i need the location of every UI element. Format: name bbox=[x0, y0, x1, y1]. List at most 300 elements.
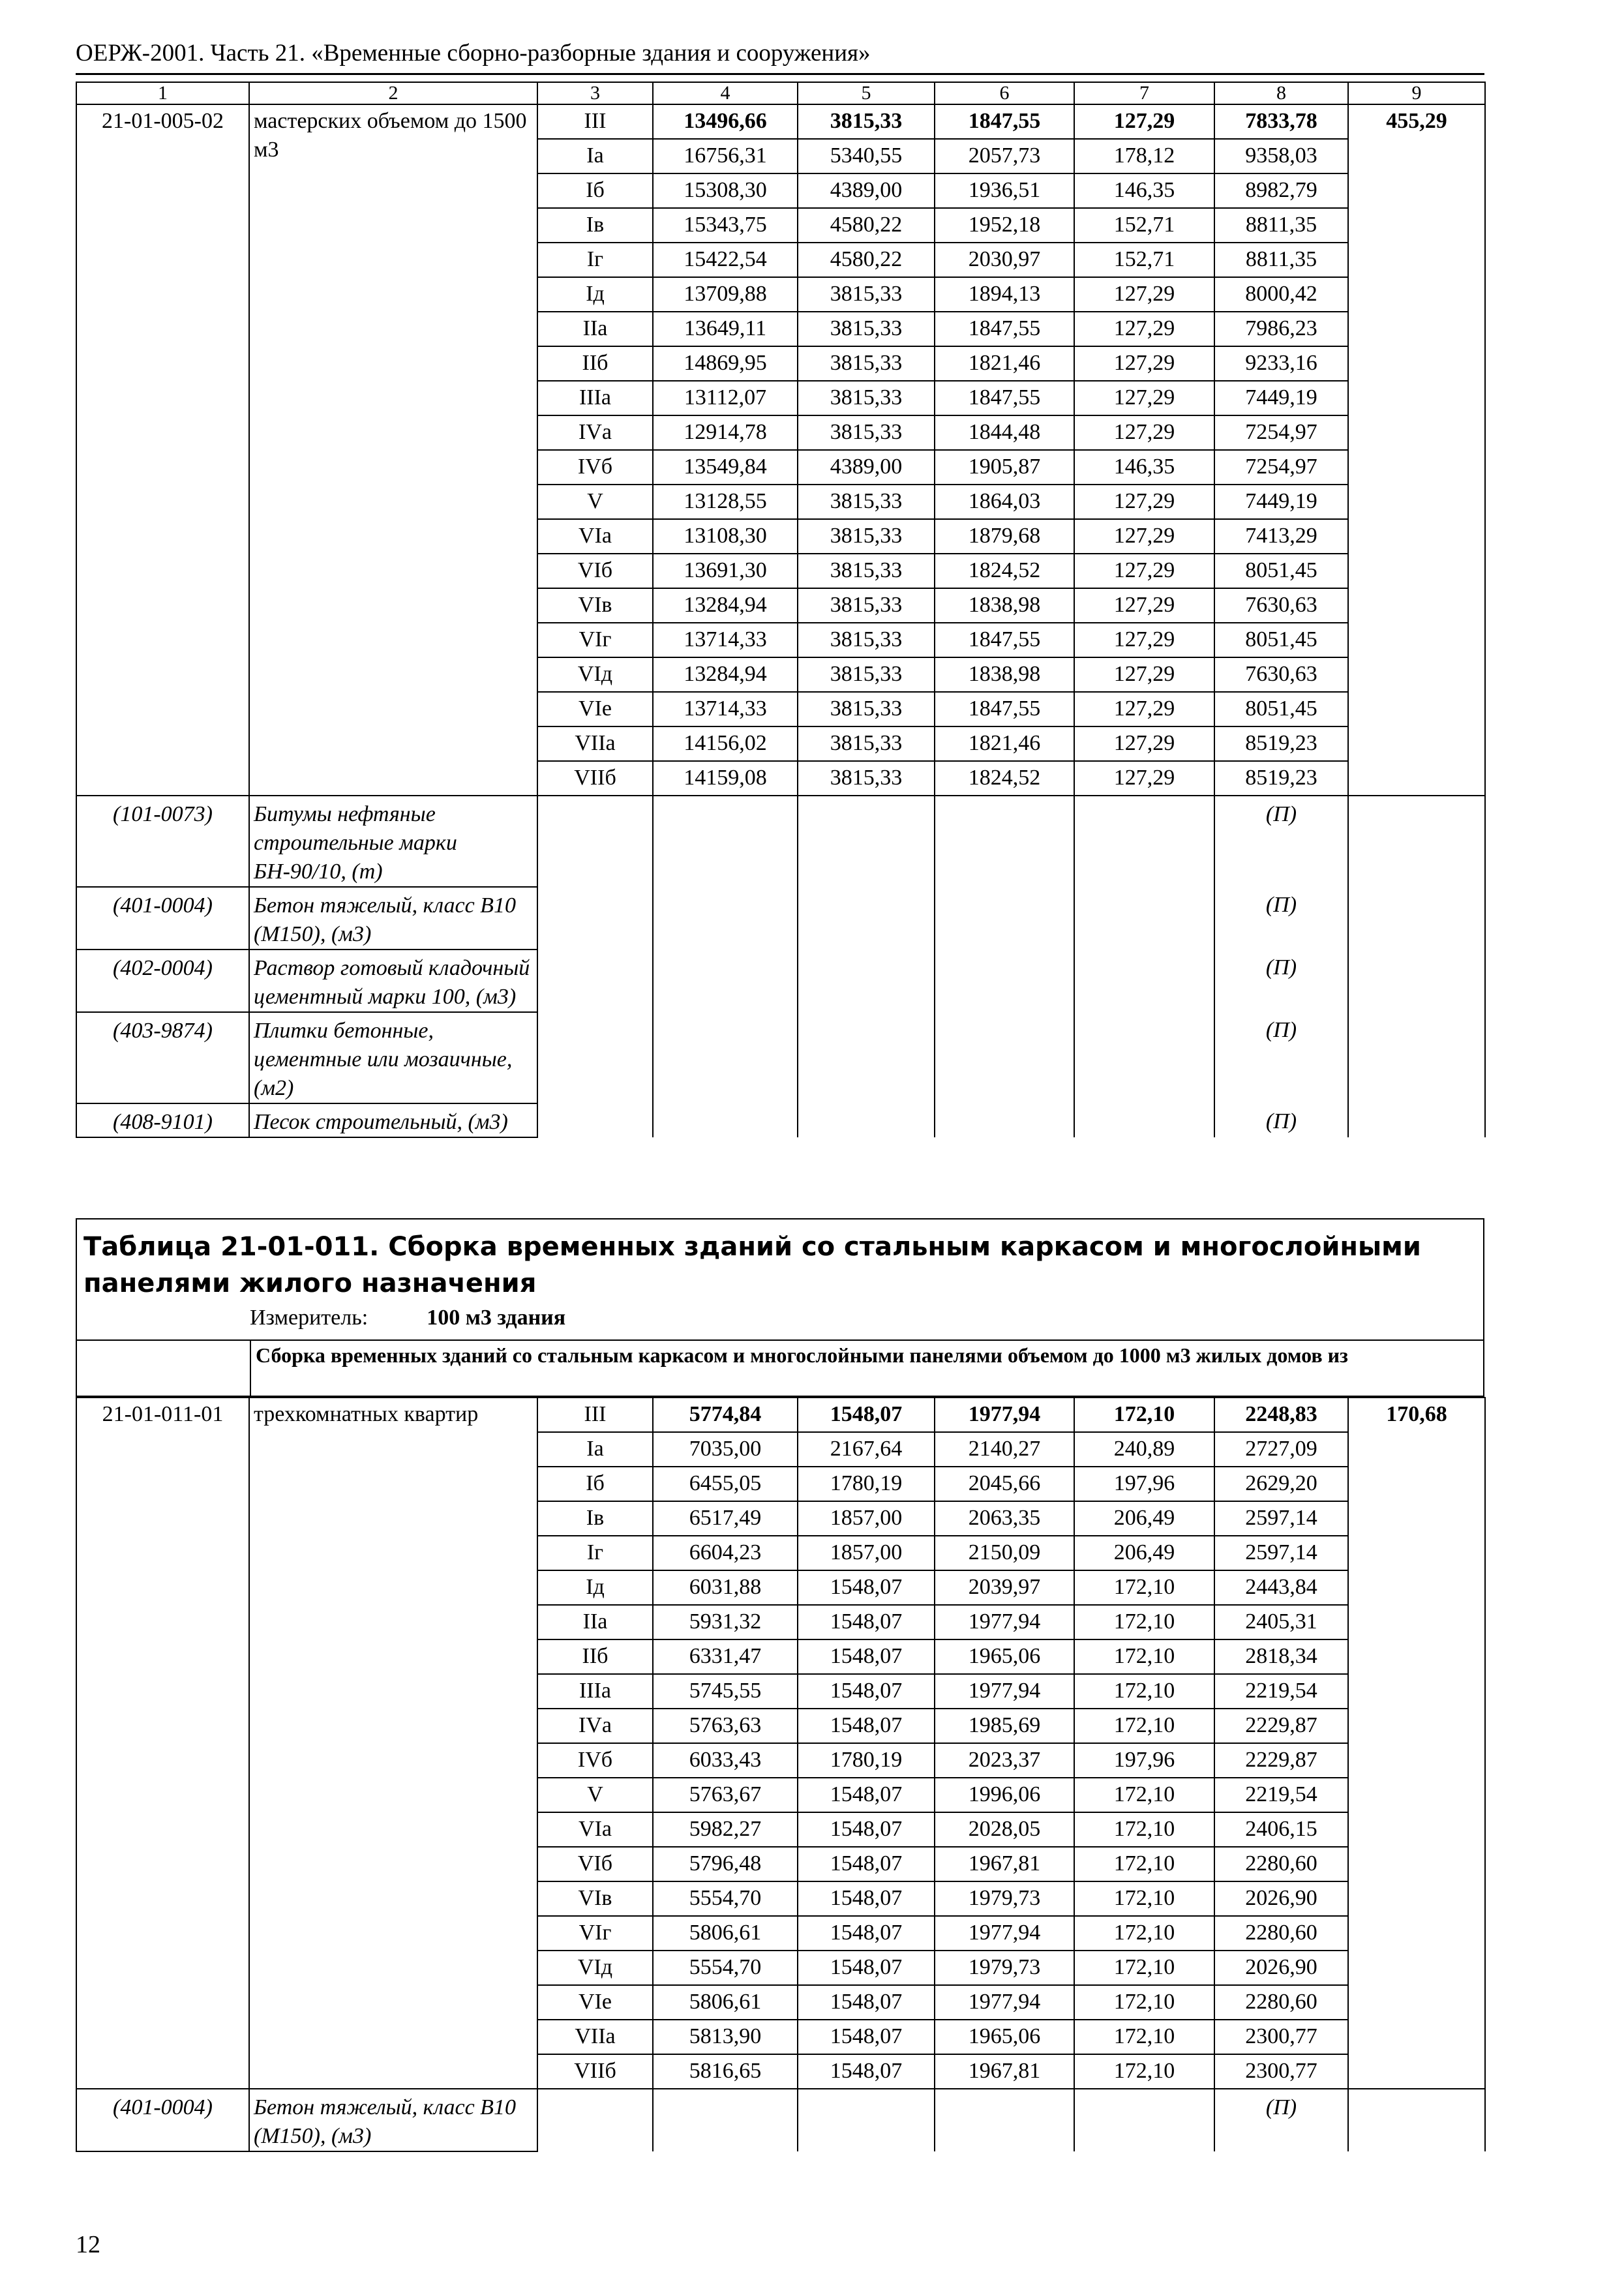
value-cell-c5: 2167,64 bbox=[798, 1432, 935, 1467]
value-cell-c8: 2818,34 bbox=[1214, 1639, 1348, 1674]
value-cell-c5: 1548,07 bbox=[798, 1709, 935, 1743]
value-cell-c7: 172,10 bbox=[1074, 1985, 1214, 2020]
zone-cell: IIIа bbox=[537, 1674, 653, 1709]
value-cell-c4: 5816,65 bbox=[653, 2054, 798, 2089]
value-cell-c5: 3815,33 bbox=[798, 381, 935, 415]
empty-cell bbox=[1348, 796, 1485, 887]
value-cell-c7: 172,10 bbox=[1074, 1847, 1214, 1881]
value-cell-c6: 1847,55 bbox=[935, 104, 1074, 139]
value-cell-c6: 2150,09 bbox=[935, 1536, 1074, 1570]
value-cell-c7: 172,10 bbox=[1074, 1398, 1214, 1432]
value-cell-c6: 2030,97 bbox=[935, 243, 1074, 277]
value-cell-c4: 14156,02 bbox=[653, 726, 798, 761]
column-number: 4 bbox=[653, 82, 798, 104]
value-cell-c5: 3815,33 bbox=[798, 346, 935, 381]
value-cell-c8: 8051,45 bbox=[1214, 692, 1348, 726]
empty-cell bbox=[537, 950, 653, 1012]
value-cell-c4: 13108,30 bbox=[653, 519, 798, 554]
value-cell-c7: 127,29 bbox=[1074, 726, 1214, 761]
value-cell-c5: 3815,33 bbox=[798, 623, 935, 657]
column-number: 8 bbox=[1214, 82, 1348, 104]
value-cell-c4: 6331,47 bbox=[653, 1639, 798, 1674]
value-cell-c8: 2229,87 bbox=[1214, 1743, 1348, 1778]
material-name: Битумы нефтяные строительные марки БН-90/10, (т) bbox=[249, 796, 537, 887]
value-cell-c7: 178,12 bbox=[1074, 139, 1214, 173]
value-cell-c4: 6517,49 bbox=[653, 1501, 798, 1536]
value-cell-c6: 1879,68 bbox=[935, 519, 1074, 554]
value-cell-c7: 172,10 bbox=[1074, 1605, 1214, 1639]
value-cell-c5: 3815,33 bbox=[798, 277, 935, 312]
value-cell-c6: 1847,55 bbox=[935, 312, 1074, 346]
zone-cell: VIIб bbox=[537, 2054, 653, 2089]
value-cell-c4: 5774,84 bbox=[653, 1398, 798, 1432]
value-cell-c8: 7449,19 bbox=[1214, 381, 1348, 415]
empty-cell bbox=[1074, 1012, 1214, 1103]
value-cell-c6: 1977,94 bbox=[935, 1674, 1074, 1709]
value-cell-c8: 9358,03 bbox=[1214, 139, 1348, 173]
value-cell-c8: 8811,35 bbox=[1214, 208, 1348, 243]
empty-cell bbox=[537, 796, 653, 887]
subtitle-empty-cell bbox=[77, 1341, 251, 1396]
value-cell-c5: 3815,33 bbox=[798, 554, 935, 588]
value-cell-c6: 1952,18 bbox=[935, 208, 1074, 243]
empty-cell bbox=[1074, 1103, 1214, 1137]
value-cell-c8: 8519,23 bbox=[1214, 726, 1348, 761]
zone-cell: Iг bbox=[537, 1536, 653, 1570]
material-code: (403-9874) bbox=[76, 1012, 249, 1103]
value-cell-c6: 1894,13 bbox=[935, 277, 1074, 312]
value-cell-c5: 1780,19 bbox=[798, 1467, 935, 1501]
running-header: ОЕРЖ-2001. Часть 21. «Временные сборно-разборные здания и сооружения» bbox=[76, 40, 871, 67]
empty-cell bbox=[537, 2089, 653, 2151]
zone-cell: IVб bbox=[537, 450, 653, 485]
material-row bbox=[76, 2089, 1485, 2151]
value-cell-c4: 5554,70 bbox=[653, 1951, 798, 1985]
value-cell-c5: 3815,33 bbox=[798, 312, 935, 346]
material-row bbox=[76, 887, 1485, 950]
material-value: (П) bbox=[1214, 1012, 1348, 1103]
value-cell-c7: 240,89 bbox=[1074, 1432, 1214, 1467]
value-cell-c7: 172,10 bbox=[1074, 1778, 1214, 1812]
value-cell-c6: 1977,94 bbox=[935, 1985, 1074, 2020]
zone-cell: Iд bbox=[537, 277, 653, 312]
value-cell-c7: 172,10 bbox=[1074, 1709, 1214, 1743]
value-cell-c8: 8000,42 bbox=[1214, 277, 1348, 312]
material-row bbox=[76, 950, 1485, 1012]
value-cell-c8: 2300,77 bbox=[1214, 2020, 1348, 2054]
rates-table-1 bbox=[76, 82, 1486, 1138]
zone-cell: Iг bbox=[537, 243, 653, 277]
value-cell-c8: 8051,45 bbox=[1214, 623, 1348, 657]
value-cell-c7: 146,35 bbox=[1074, 450, 1214, 485]
value-cell-c8: 8051,45 bbox=[1214, 554, 1348, 588]
value-cell-c4: 13649,11 bbox=[653, 312, 798, 346]
material-name: Плитки бетонные, цементные или мозаичные, (м2) bbox=[249, 1012, 537, 1103]
material-code: (401-0004) bbox=[76, 2089, 249, 2151]
meter-value: 100 м3 здания bbox=[427, 1306, 566, 1330]
value-cell-c6: 2023,37 bbox=[935, 1743, 1074, 1778]
zone-cell: VIг bbox=[537, 623, 653, 657]
zone-cell: VIе bbox=[537, 1985, 653, 2020]
value-cell-c5: 1548,07 bbox=[798, 1398, 935, 1432]
material-name: Песок строительный, (м3) bbox=[249, 1103, 537, 1137]
value-cell-c8: 2280,60 bbox=[1214, 1847, 1348, 1881]
value-cell-c4: 5806,61 bbox=[653, 1916, 798, 1951]
value-cell-c4: 5745,55 bbox=[653, 1674, 798, 1709]
value-cell-c5: 1548,07 bbox=[798, 2020, 935, 2054]
value-cell-c4: 5813,90 bbox=[653, 2020, 798, 2054]
value-cell-c6: 1967,81 bbox=[935, 1847, 1074, 1881]
value-cell-c8: 8982,79 bbox=[1214, 173, 1348, 208]
material-name: Бетон тяжелый, класс В10 (М150), (м3) bbox=[249, 2089, 537, 2151]
page-number: 12 bbox=[76, 2231, 100, 2258]
rate-code-cell: 21-01-011-01 bbox=[76, 1398, 249, 2089]
zone-cell: IVа bbox=[537, 415, 653, 450]
empty-cell bbox=[1348, 1012, 1485, 1103]
value-cell-c7: 127,29 bbox=[1074, 277, 1214, 312]
value-cell-c4: 14159,08 bbox=[653, 761, 798, 796]
value-cell-c4: 13714,33 bbox=[653, 692, 798, 726]
material-value: (П) bbox=[1214, 2089, 1348, 2151]
empty-cell bbox=[798, 1012, 935, 1103]
zone-cell: VIв bbox=[537, 588, 653, 623]
value-cell-c7: 172,10 bbox=[1074, 1881, 1214, 1916]
value-cell-c5: 1548,07 bbox=[798, 1812, 935, 1847]
value-cell-c6: 1985,69 bbox=[935, 1709, 1074, 1743]
value-cell-c7: 152,71 bbox=[1074, 243, 1214, 277]
table-row bbox=[76, 104, 1485, 139]
value-cell-c8: 2443,84 bbox=[1214, 1570, 1348, 1605]
value-cell-c5: 1548,07 bbox=[798, 1570, 935, 1605]
value-cell-c6: 1844,48 bbox=[935, 415, 1074, 450]
value-cell-c6: 2057,73 bbox=[935, 139, 1074, 173]
zone-cell: IVб bbox=[537, 1743, 653, 1778]
rate-name-cell: трехкомнатных квартир bbox=[249, 1398, 537, 2089]
value-cell-c6: 1965,06 bbox=[935, 1639, 1074, 1674]
zone-cell: III bbox=[537, 1398, 653, 1432]
value-cell-c8: 7413,29 bbox=[1214, 519, 1348, 554]
column-number: 9 bbox=[1348, 82, 1485, 104]
zone-cell: VIб bbox=[537, 554, 653, 588]
material-code: (401-0004) bbox=[76, 887, 249, 950]
value-cell-c6: 1977,94 bbox=[935, 1916, 1074, 1951]
zone-cell: VIд bbox=[537, 657, 653, 692]
value-cell-c5: 1548,07 bbox=[798, 1674, 935, 1709]
value-cell-c8: 7449,19 bbox=[1214, 485, 1348, 519]
value-cell-c8: 2219,54 bbox=[1214, 1778, 1348, 1812]
value-cell-c6: 2063,35 bbox=[935, 1501, 1074, 1536]
empty-cell bbox=[653, 1012, 798, 1103]
value-cell-c5: 1548,07 bbox=[798, 1847, 935, 1881]
value-cell-c4: 5554,70 bbox=[653, 1881, 798, 1916]
column-number: 3 bbox=[537, 82, 653, 104]
value-cell-c7: 172,10 bbox=[1074, 2020, 1214, 2054]
column-number: 1 bbox=[76, 82, 249, 104]
table-subtitle-row bbox=[76, 1339, 1484, 1397]
value-cell-c8: 7986,23 bbox=[1214, 312, 1348, 346]
empty-cell bbox=[935, 887, 1074, 950]
value-cell-c4: 12914,78 bbox=[653, 415, 798, 450]
value-cell-c4: 16756,31 bbox=[653, 139, 798, 173]
zone-cell: VIб bbox=[537, 1847, 653, 1881]
empty-cell bbox=[935, 2089, 1074, 2151]
value-cell-c7: 197,96 bbox=[1074, 1743, 1214, 1778]
empty-cell bbox=[537, 887, 653, 950]
empty-cell bbox=[1074, 887, 1214, 950]
zone-cell: III bbox=[537, 104, 653, 139]
value-cell-c4: 13112,07 bbox=[653, 381, 798, 415]
material-name: Бетон тяжелый, класс В10 (М150), (м3) bbox=[249, 887, 537, 950]
empty-cell bbox=[1348, 1103, 1485, 1137]
value-cell-c6: 1824,52 bbox=[935, 761, 1074, 796]
column-number: 6 bbox=[935, 82, 1074, 104]
value-cell-c4: 15343,75 bbox=[653, 208, 798, 243]
value-cell-c7: 172,10 bbox=[1074, 1812, 1214, 1847]
value-cell-c8: 2026,90 bbox=[1214, 1951, 1348, 1985]
value-cell-c4: 13284,94 bbox=[653, 657, 798, 692]
material-value: (П) bbox=[1214, 1103, 1348, 1137]
empty-cell bbox=[1074, 950, 1214, 1012]
zone-cell: VIд bbox=[537, 1951, 653, 1985]
zone-cell: IIIа bbox=[537, 381, 653, 415]
value-cell-c7: 127,29 bbox=[1074, 519, 1214, 554]
empty-cell bbox=[798, 950, 935, 1012]
zone-cell: VIа bbox=[537, 519, 653, 554]
value-cell-c7: 127,29 bbox=[1074, 623, 1214, 657]
zone-cell: VIв bbox=[537, 1881, 653, 1916]
value-cell-c8: 2026,90 bbox=[1214, 1881, 1348, 1916]
empty-cell bbox=[1348, 2089, 1485, 2151]
value-cell-c4: 5763,67 bbox=[653, 1778, 798, 1812]
value-cell-c7: 127,29 bbox=[1074, 312, 1214, 346]
empty-cell bbox=[1074, 2089, 1214, 2151]
meter-line bbox=[250, 1306, 565, 1330]
value-cell-c5: 3815,33 bbox=[798, 104, 935, 139]
zone-cell: VIIа bbox=[537, 726, 653, 761]
zone-cell: Iд bbox=[537, 1570, 653, 1605]
value-cell-c7: 172,10 bbox=[1074, 1674, 1214, 1709]
column-number-row bbox=[76, 82, 1485, 104]
value-cell-c6: 1905,87 bbox=[935, 450, 1074, 485]
empty-cell bbox=[935, 796, 1074, 887]
zone-cell: VIа bbox=[537, 1812, 653, 1847]
value-cell-c7: 172,10 bbox=[1074, 1951, 1214, 1985]
coefficient-cell: 455,29 bbox=[1348, 104, 1485, 796]
value-cell-c5: 1857,00 bbox=[798, 1536, 935, 1570]
value-cell-c6: 1821,46 bbox=[935, 346, 1074, 381]
value-cell-c6: 1838,98 bbox=[935, 657, 1074, 692]
value-cell-c6: 1977,94 bbox=[935, 1605, 1074, 1639]
value-cell-c5: 3815,33 bbox=[798, 588, 935, 623]
material-value: (П) bbox=[1214, 796, 1348, 887]
value-cell-c6: 1821,46 bbox=[935, 726, 1074, 761]
value-cell-c6: 1864,03 bbox=[935, 485, 1074, 519]
zone-cell: V bbox=[537, 1778, 653, 1812]
empty-cell bbox=[798, 1103, 935, 1137]
value-cell-c7: 127,29 bbox=[1074, 104, 1214, 139]
value-cell-c5: 3815,33 bbox=[798, 761, 935, 796]
value-cell-c5: 1548,07 bbox=[798, 1985, 935, 2020]
value-cell-c7: 127,29 bbox=[1074, 657, 1214, 692]
zone-cell: Iб bbox=[537, 1467, 653, 1501]
zone-cell: IIб bbox=[537, 346, 653, 381]
value-cell-c5: 1548,07 bbox=[798, 1951, 935, 1985]
zone-cell: VIе bbox=[537, 692, 653, 726]
zone-cell: IVа bbox=[537, 1709, 653, 1743]
value-cell-c6: 2140,27 bbox=[935, 1432, 1074, 1467]
meter-label: Измеритель: bbox=[250, 1306, 368, 1330]
value-cell-c6: 1847,55 bbox=[935, 381, 1074, 415]
value-cell-c4: 7035,00 bbox=[653, 1432, 798, 1467]
value-cell-c4: 14869,95 bbox=[653, 346, 798, 381]
table-21-01-011-caption bbox=[76, 1218, 1484, 1339]
value-cell-c8: 8519,23 bbox=[1214, 761, 1348, 796]
empty-cell bbox=[935, 950, 1074, 1012]
value-cell-c7: 127,29 bbox=[1074, 415, 1214, 450]
empty-cell bbox=[653, 1103, 798, 1137]
value-cell-c8: 7630,63 bbox=[1214, 657, 1348, 692]
material-row bbox=[76, 1103, 1485, 1137]
value-cell-c8: 2229,87 bbox=[1214, 1709, 1348, 1743]
material-row bbox=[76, 796, 1485, 887]
zone-cell: Iв bbox=[537, 1501, 653, 1536]
value-cell-c8: 2629,20 bbox=[1214, 1467, 1348, 1501]
empty-cell bbox=[653, 950, 798, 1012]
value-cell-c7: 197,96 bbox=[1074, 1467, 1214, 1501]
value-cell-c5: 1548,07 bbox=[798, 1639, 935, 1674]
value-cell-c6: 1967,81 bbox=[935, 2054, 1074, 2089]
value-cell-c6: 1965,06 bbox=[935, 2020, 1074, 2054]
value-cell-c8: 2597,14 bbox=[1214, 1536, 1348, 1570]
value-cell-c8: 7254,97 bbox=[1214, 450, 1348, 485]
zone-cell: Iа bbox=[537, 139, 653, 173]
value-cell-c8: 2280,60 bbox=[1214, 1916, 1348, 1951]
zone-cell: Iб bbox=[537, 173, 653, 208]
value-cell-c6: 1847,55 bbox=[935, 692, 1074, 726]
value-cell-c4: 13284,94 bbox=[653, 588, 798, 623]
value-cell-c6: 1847,55 bbox=[935, 623, 1074, 657]
zone-cell: IIа bbox=[537, 1605, 653, 1639]
value-cell-c8: 8811,35 bbox=[1214, 243, 1348, 277]
value-cell-c4: 13496,66 bbox=[653, 104, 798, 139]
value-cell-c8: 2406,15 bbox=[1214, 1812, 1348, 1847]
empty-cell bbox=[1348, 950, 1485, 1012]
value-cell-c4: 5763,63 bbox=[653, 1709, 798, 1743]
value-cell-c4: 6604,23 bbox=[653, 1536, 798, 1570]
value-cell-c4: 13128,55 bbox=[653, 485, 798, 519]
rates-table-2 bbox=[76, 1397, 1486, 2152]
value-cell-c8: 2300,77 bbox=[1214, 2054, 1348, 2089]
empty-cell bbox=[798, 887, 935, 950]
value-cell-c7: 146,35 bbox=[1074, 173, 1214, 208]
value-cell-c4: 6033,43 bbox=[653, 1743, 798, 1778]
zone-cell: VIIб bbox=[537, 761, 653, 796]
zone-cell: IIб bbox=[537, 1639, 653, 1674]
rate-code-cell: 21-01-005-02 bbox=[76, 104, 249, 796]
value-cell-c4: 5806,61 bbox=[653, 1985, 798, 2020]
value-cell-c5: 1548,07 bbox=[798, 2054, 935, 2089]
table-subtitle: Сборка временных зданий со стальным каркасом и многослойными панелями объемом до 1000 м3 жилых домов из bbox=[256, 1343, 1348, 1367]
value-cell-c8: 2219,54 bbox=[1214, 1674, 1348, 1709]
value-cell-c7: 206,49 bbox=[1074, 1501, 1214, 1536]
value-cell-c5: 1857,00 bbox=[798, 1501, 935, 1536]
empty-cell bbox=[537, 1103, 653, 1137]
value-cell-c7: 127,29 bbox=[1074, 554, 1214, 588]
value-cell-c5: 3815,33 bbox=[798, 485, 935, 519]
value-cell-c5: 1780,19 bbox=[798, 1743, 935, 1778]
value-cell-c7: 127,29 bbox=[1074, 692, 1214, 726]
value-cell-c4: 5931,32 bbox=[653, 1605, 798, 1639]
zone-cell: VIг bbox=[537, 1916, 653, 1951]
value-cell-c5: 1548,07 bbox=[798, 1916, 935, 1951]
value-cell-c5: 3815,33 bbox=[798, 657, 935, 692]
value-cell-c6: 1979,73 bbox=[935, 1951, 1074, 1985]
column-number: 2 bbox=[249, 82, 537, 104]
value-cell-c7: 127,29 bbox=[1074, 346, 1214, 381]
empty-cell bbox=[798, 2089, 935, 2151]
value-cell-c7: 127,29 bbox=[1074, 588, 1214, 623]
material-row bbox=[76, 1012, 1485, 1103]
value-cell-c6: 2039,97 bbox=[935, 1570, 1074, 1605]
material-name: Раствор готовый кладочный цементный марки 100, (м3) bbox=[249, 950, 537, 1012]
zone-cell: Iв bbox=[537, 208, 653, 243]
zone-cell: Iа bbox=[537, 1432, 653, 1467]
material-code: (402-0004) bbox=[76, 950, 249, 1012]
zone-cell: V bbox=[537, 485, 653, 519]
value-cell-c4: 13549,84 bbox=[653, 450, 798, 485]
value-cell-c4: 15308,30 bbox=[653, 173, 798, 208]
value-cell-c4: 15422,54 bbox=[653, 243, 798, 277]
empty-cell bbox=[653, 796, 798, 887]
empty-cell bbox=[653, 887, 798, 950]
zone-cell: VIIа bbox=[537, 2020, 653, 2054]
value-cell-c5: 3815,33 bbox=[798, 415, 935, 450]
value-cell-c4: 5796,48 bbox=[653, 1847, 798, 1881]
value-cell-c4: 6455,05 bbox=[653, 1467, 798, 1501]
table-title: Таблица 21-01-011. Сборка временных зданий со стальным каркасом и многослойными панелями жилого назначения bbox=[83, 1232, 1421, 1298]
value-cell-c5: 4580,22 bbox=[798, 208, 935, 243]
value-cell-c5: 4389,00 bbox=[798, 173, 935, 208]
value-cell-c7: 127,29 bbox=[1074, 381, 1214, 415]
value-cell-c7: 172,10 bbox=[1074, 1570, 1214, 1605]
coefficient-cell: 170,68 bbox=[1348, 1398, 1485, 2089]
value-cell-c6: 1936,51 bbox=[935, 173, 1074, 208]
column-number: 5 bbox=[798, 82, 935, 104]
value-cell-c6: 2045,66 bbox=[935, 1467, 1074, 1501]
material-value: (П) bbox=[1214, 887, 1348, 950]
value-cell-c8: 7833,78 bbox=[1214, 104, 1348, 139]
value-cell-c4: 13691,30 bbox=[653, 554, 798, 588]
value-cell-c8: 9233,16 bbox=[1214, 346, 1348, 381]
value-cell-c6: 1824,52 bbox=[935, 554, 1074, 588]
empty-cell bbox=[1348, 887, 1485, 950]
value-cell-c4: 6031,88 bbox=[653, 1570, 798, 1605]
value-cell-c7: 172,10 bbox=[1074, 1916, 1214, 1951]
material-value: (П) bbox=[1214, 950, 1348, 1012]
value-cell-c6: 1977,94 bbox=[935, 1398, 1074, 1432]
rate-name-cell: мастерских объемом до 1500 м3 bbox=[249, 104, 537, 796]
value-cell-c5: 4389,00 bbox=[798, 450, 935, 485]
table-row bbox=[76, 1398, 1485, 1432]
value-cell-c4: 13709,88 bbox=[653, 277, 798, 312]
value-cell-c7: 206,49 bbox=[1074, 1536, 1214, 1570]
value-cell-c5: 1548,07 bbox=[798, 1778, 935, 1812]
value-cell-c8: 7254,97 bbox=[1214, 415, 1348, 450]
value-cell-c8: 2597,14 bbox=[1214, 1501, 1348, 1536]
value-cell-c7: 172,10 bbox=[1074, 2054, 1214, 2089]
value-cell-c8: 2248,83 bbox=[1214, 1398, 1348, 1432]
material-code: (408-9101) bbox=[76, 1103, 249, 1137]
